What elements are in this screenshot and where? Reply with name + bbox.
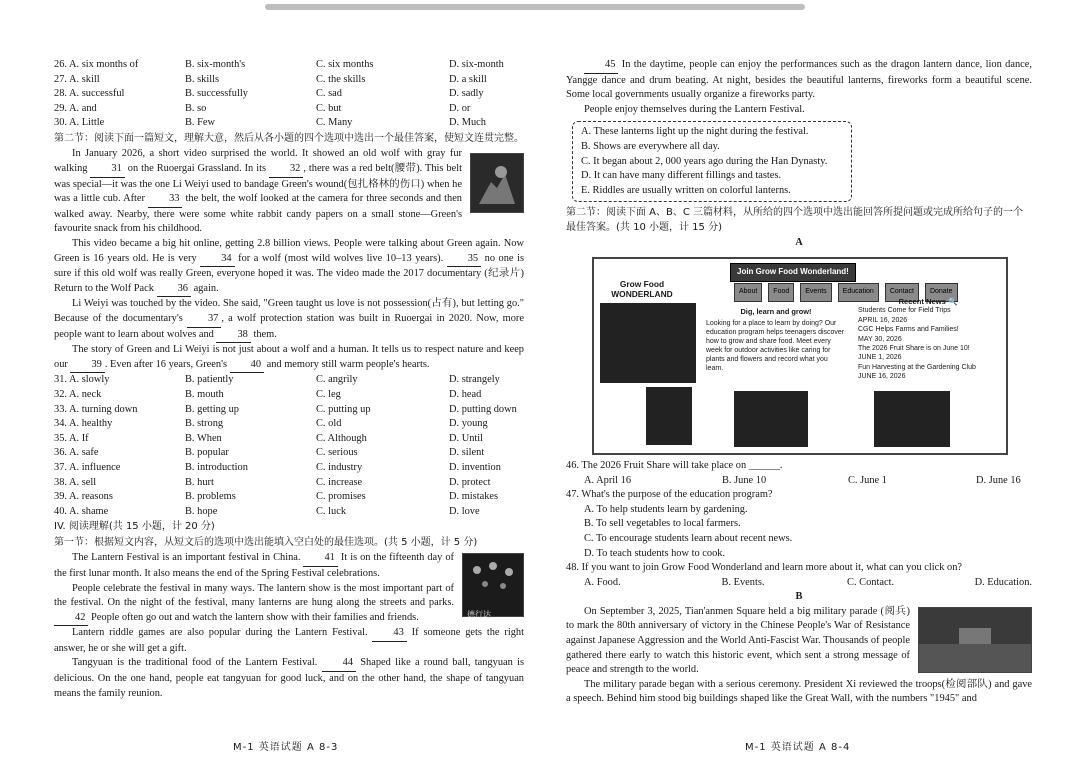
option-d: D. sadly bbox=[449, 88, 484, 100]
blank-40: 40 bbox=[230, 358, 264, 374]
option-c: C. increase bbox=[316, 476, 363, 488]
part4-heading: IV. 阅读理解(共 15 小题，计 20 分) bbox=[54, 521, 215, 533]
q47: 47. What's the purpose of the education program? bbox=[566, 489, 773, 501]
news-item[interactable]: The 2026 Fruit Share is on June 10! bbox=[858, 344, 970, 352]
option-b: B. successfully bbox=[185, 88, 248, 100]
nav-food[interactable]: Food bbox=[768, 283, 794, 302]
paragraph bbox=[54, 343, 524, 373]
option-row bbox=[54, 417, 524, 432]
option-c: C. six months bbox=[316, 59, 374, 70]
part4-section1-heading: 第一节：根据短文内容，从短文后的选项中选出能填入空白处的最佳选项。(共 5 小题，计 5 分) bbox=[54, 536, 478, 548]
blank-43: 43 bbox=[372, 626, 406, 642]
blank-39: 39 bbox=[70, 358, 104, 374]
lantern-passage bbox=[54, 551, 524, 701]
blank-42: 42 bbox=[54, 611, 88, 627]
option-row bbox=[54, 490, 524, 505]
option-c: C. sad bbox=[316, 88, 342, 100]
option-a: 34. A. healthy bbox=[54, 418, 113, 430]
lantern-passage-end bbox=[566, 58, 1032, 103]
lantern-last-line: People enjoy themselves during the Lantern Festival. bbox=[584, 103, 805, 115]
option-row bbox=[54, 116, 524, 131]
option-d: D. invention bbox=[449, 461, 501, 473]
option-c: C. angrily bbox=[316, 374, 358, 386]
option-d: D. young bbox=[449, 418, 488, 430]
option-d: D. putting down bbox=[449, 403, 517, 415]
option-b: B. hope bbox=[185, 505, 218, 517]
option-b: B. hurt bbox=[185, 476, 214, 488]
text-run: In the daytime, people can enjoy the performances such as the dragon lantern dance, lion dance, Yangge dance and drum beating. At night, besides the beautiful lanterns, fireworks form a beautiful scene. Some local governments usually organize a fireworks party. bbox=[566, 59, 1032, 101]
option-b: B. skills bbox=[185, 73, 220, 85]
news-list bbox=[858, 306, 998, 381]
blank-38: 38 bbox=[216, 328, 250, 344]
q31-40-options bbox=[54, 373, 524, 519]
option-b: B. To sell vegetables to local farmers. bbox=[584, 518, 741, 530]
nav-events[interactable]: Events bbox=[800, 283, 831, 302]
label-b: B bbox=[795, 591, 803, 603]
blank-44: 44 bbox=[322, 656, 356, 672]
news-item[interactable]: CGC Helps Farms and Families! bbox=[858, 326, 959, 334]
news-date: MAY 30, 2026 bbox=[858, 335, 902, 343]
option-a: 31. A. slowly bbox=[54, 374, 110, 386]
text-run: , a wolf protection station was built in Ruoergai in 2020. Now, more people want to learn about wolves and bbox=[54, 313, 525, 340]
left-footer: M-1 英语试题 A 8-3 bbox=[233, 742, 339, 753]
option-c: C. but bbox=[316, 102, 342, 114]
wolf-icon bbox=[471, 154, 523, 212]
option-b: B. mouth bbox=[185, 388, 224, 400]
option-d: D. a skill bbox=[449, 73, 487, 85]
option-a: 37. A. influence bbox=[54, 461, 121, 473]
text-run: People celebrate the festival in many ways. The lantern show is the most important part of the festival. On the night of the festival, many lanterns are hung along the streets and parks. bbox=[54, 582, 454, 609]
news-date: JUNE 1, 2026 bbox=[858, 354, 902, 362]
option-d: D. strangely bbox=[449, 374, 500, 386]
nav-about[interactable]: About bbox=[734, 283, 762, 302]
nav-donate[interactable]: Donate bbox=[925, 283, 958, 302]
option-row bbox=[54, 87, 524, 102]
option-row bbox=[54, 73, 524, 88]
flower-image bbox=[874, 391, 950, 447]
option-c: C. putting up bbox=[316, 403, 371, 415]
image-caption: 德行达 bbox=[467, 609, 491, 619]
wolf-image bbox=[470, 153, 524, 213]
news-section bbox=[858, 297, 998, 382]
option-row bbox=[54, 102, 524, 117]
option-d: D. It can have many different fillings and tastes. bbox=[581, 170, 782, 182]
news-item[interactable]: Fun Harvesting at the Gardening Club bbox=[858, 363, 976, 371]
blank-35: 35 bbox=[447, 252, 481, 268]
text-run: The Lantern Festival is an important festival in China. bbox=[72, 552, 304, 564]
option-c: C. Although bbox=[316, 432, 367, 444]
scrollbar[interactable] bbox=[265, 4, 805, 10]
option-e: E. Riddles are usually written on colorful lanterns. bbox=[581, 184, 791, 196]
text-run: This video became a big hit online, getting 2.8 billion views. People were talking about Green again. Now Green is 16 years old. He is very bbox=[54, 238, 524, 264]
option-d: D. To teach students how to cook. bbox=[584, 547, 726, 559]
blank-36: 36 bbox=[157, 282, 191, 298]
section2-heading-right: 第二节：阅读下面 A、B、C 三篇材料，从所给的四个选项中选出能回答所提问题或完成所给句子的一个最佳答案。(共 10 小题，计 15 分) bbox=[566, 207, 1024, 233]
q46-options bbox=[566, 474, 1032, 489]
news-title: Recent News 🔍 bbox=[898, 296, 958, 306]
option-a: 35. A. If bbox=[54, 432, 89, 444]
option-a: 36. A. safe bbox=[54, 447, 99, 459]
option-c: C. leg bbox=[316, 388, 341, 400]
option-d: D. June 16 bbox=[976, 474, 1021, 486]
option-a: A. April 16 bbox=[584, 474, 632, 486]
option-b: B. popular bbox=[185, 447, 229, 459]
nav-contact[interactable]: Contact bbox=[885, 283, 919, 302]
q47-options bbox=[566, 503, 1032, 561]
tree-image bbox=[600, 303, 696, 383]
option-d: D. head bbox=[449, 388, 482, 400]
option-b: B. Shows are everywhere all day. bbox=[581, 140, 720, 152]
paragraph bbox=[54, 297, 524, 343]
paragraph bbox=[54, 551, 524, 581]
option-row bbox=[54, 373, 524, 388]
text-run: In January 2026, a short video surprised the world. It showed an old wolf with gray fur walking bbox=[54, 148, 462, 175]
option-c: C. Contact. bbox=[847, 576, 895, 588]
left-page bbox=[54, 58, 524, 701]
option-a: A. Food. bbox=[584, 576, 621, 588]
text-run: . Even after 16 years, Green's bbox=[104, 358, 230, 370]
blank-37: 37 bbox=[187, 312, 221, 328]
option-row bbox=[54, 476, 524, 491]
option-a: 30. A. Little bbox=[54, 117, 105, 129]
option-c: C. To encourage students learn about recent news. bbox=[584, 532, 793, 544]
q46: 46. The 2026 Fruit Share will take place on ______. bbox=[566, 459, 783, 471]
option-d: D. Education. bbox=[974, 576, 1032, 588]
paragraph bbox=[54, 582, 524, 627]
text-run: on the Ruoergai Grassland. In its bbox=[124, 163, 269, 175]
option-a: 38. A. sell bbox=[54, 476, 97, 488]
text-run: Li Weiyi was touched by the video. She said, "Green taught us love is not possession(占有), but letting go." Because of the documentary's bbox=[54, 298, 524, 324]
plant-image bbox=[646, 387, 692, 445]
nav-education[interactable]: Education bbox=[838, 283, 879, 302]
option-b: B. patiently bbox=[185, 374, 234, 386]
option-a: 33. A. turning down bbox=[54, 403, 138, 415]
paragraph: On September 3, 2025, Tian'anmen Square held a big military parade (阅兵) to mark the 80th anniversary of victory in the Chinese People's War of Resistance against Japanese Aggression and the World Anti-Fascist War. Thousands of people gathered there early to watch this historic event, which sent a strong message of peace and strength to the world. bbox=[566, 605, 910, 676]
option-b: B. so bbox=[185, 102, 207, 114]
text-run: People often go out and watch the lantern show with their families and friends. bbox=[88, 611, 419, 623]
option-b: B. strong bbox=[185, 418, 224, 430]
label-a: A bbox=[795, 237, 803, 249]
paragraph bbox=[54, 656, 524, 701]
website-title[interactable]: Join Grow Food Wonderland! bbox=[730, 263, 856, 282]
option-c: C. the skills bbox=[316, 73, 366, 85]
option-b: B. Events. bbox=[721, 576, 765, 588]
option-d: D. protect bbox=[449, 476, 491, 488]
option-a: 29. A. and bbox=[54, 102, 97, 114]
option-row bbox=[54, 388, 524, 403]
text-run: Shaped like a round ball, tangyuan is delicious. On the one hand, people eat tangyuan for good luck, and on the other hand, the shape of tangyuan means the family reunion. bbox=[54, 657, 524, 699]
paragraph bbox=[54, 626, 524, 656]
option-b: B. problems bbox=[185, 491, 236, 503]
cloze-passage bbox=[54, 147, 524, 373]
text-run: Tangyuan is the traditional food of the Lantern Festival. bbox=[72, 657, 322, 669]
blank-33: 33 bbox=[148, 192, 182, 208]
news-date: JUNE 16, 2026 bbox=[858, 373, 906, 381]
option-row bbox=[54, 432, 524, 447]
option-row bbox=[54, 505, 524, 520]
option-row bbox=[54, 461, 524, 476]
dig-section bbox=[706, 307, 846, 373]
blank-41: 41 bbox=[303, 551, 337, 567]
text-run: the belt, the wolf looked at the camera for three seconds and then walked away. Nearby, there were some white rabbit candy papers on a small stone—Green's favourite snack from his childhood. bbox=[54, 193, 462, 235]
text-run: Lantern riddle games are also popular during the Lantern Festival. bbox=[72, 627, 373, 639]
paragraph: The military parade began with a serious ceremony. President Xi reviewed the troops(检阅部队) and gave a speech. Behind him stood big buildings shaped like the Great Wall, with the numbers "1945" and bbox=[566, 678, 1032, 705]
text-run: for a wolf (most wild wolves live 10–13 years). bbox=[234, 252, 447, 264]
q26-30-options bbox=[54, 58, 524, 131]
option-a: 26. A. six months of bbox=[54, 59, 139, 70]
text-run: no one is sure if this old wolf was really Green, everyone hoped it was. The video made the 2017 documentary (纪录片) Return to the Wolf Pack bbox=[54, 252, 525, 294]
blank-45: 45 bbox=[584, 58, 618, 74]
text-run: them. bbox=[250, 328, 277, 340]
options-box bbox=[572, 121, 852, 202]
option-c: C. old bbox=[316, 418, 342, 430]
option-c: C. industry bbox=[316, 461, 363, 473]
option-b: B. Few bbox=[185, 117, 216, 129]
option-a: 27. A. skill bbox=[54, 73, 100, 85]
option-d: D. mistakes bbox=[449, 491, 499, 503]
blank-34: 34 bbox=[200, 252, 234, 268]
right-footer: M-1 英语试题 A 8-4 bbox=[745, 742, 851, 753]
option-c: C. luck bbox=[316, 505, 347, 517]
news-item[interactable]: Students Come for Field Trips bbox=[858, 307, 951, 315]
option-a: 28. A. successful bbox=[54, 88, 125, 100]
option-c: C. serious bbox=[316, 447, 358, 459]
lantern-image bbox=[462, 553, 524, 617]
option-d: D. Until bbox=[449, 432, 484, 444]
option-a: A. These lanterns light up the night during the festival. bbox=[581, 126, 809, 138]
text-run: , there was a red belt(腰带). This belt was special—it was the one Li Weiyi used to bandage Green's wound(包扎格林的伤口) when he was a little cub. After bbox=[54, 163, 462, 205]
website-ad bbox=[592, 257, 1008, 455]
option-d: D. love bbox=[449, 505, 480, 517]
option-c: C. June 1 bbox=[848, 474, 887, 486]
option-d: D. silent bbox=[449, 447, 485, 459]
option-b: B. June 10 bbox=[722, 474, 767, 486]
text-run: The story of Green and Li Weiyi is not just about a wolf and a human. It tells us to respect nature and keep our bbox=[54, 344, 524, 370]
option-b: B. six-month's bbox=[185, 59, 246, 70]
vegetable-image bbox=[734, 391, 808, 447]
parade-icon bbox=[919, 608, 1031, 672]
text-run: If someone gets the right answer, he or she will get a gift. bbox=[54, 627, 524, 654]
option-a: 39. A. reasons bbox=[54, 491, 113, 503]
option-b: B. getting up bbox=[185, 403, 239, 415]
blank-31: 31 bbox=[90, 162, 124, 178]
option-a: 40. A. shame bbox=[54, 505, 109, 517]
text-run: It is on the fifteenth day of the first lunar month. It also means the end of the Spring Festival celebrations. bbox=[54, 552, 455, 579]
news-date: APRIL 16, 2026 bbox=[858, 316, 908, 324]
option-row bbox=[54, 58, 524, 73]
q48-options bbox=[566, 576, 1032, 591]
text-run: again. bbox=[190, 282, 219, 294]
paragraph bbox=[54, 147, 524, 237]
option-c: C. promises bbox=[316, 491, 366, 503]
dig-title: Dig, learn and grow! bbox=[740, 306, 812, 316]
paragraph bbox=[54, 237, 524, 297]
option-a: A. To help students learn by gardening. bbox=[584, 503, 748, 515]
option-c: C. Many bbox=[316, 117, 353, 129]
website-brand: Grow Food WONDERLAND bbox=[611, 278, 673, 299]
option-d: D. or bbox=[449, 102, 471, 114]
option-c: C. It began about 2, 000 years ago during the Han Dynasty. bbox=[581, 155, 828, 167]
option-row bbox=[54, 446, 524, 461]
option-row bbox=[54, 403, 524, 418]
option-b: B. When bbox=[185, 432, 222, 444]
parade-image bbox=[918, 607, 1032, 673]
option-d: D. Much bbox=[449, 117, 486, 129]
blank-32: 32 bbox=[269, 162, 303, 178]
search-icon[interactable]: 🔍 bbox=[947, 296, 958, 306]
right-page bbox=[566, 58, 1032, 707]
section2-heading: 第二节：阅读下面一篇短文，理解大意，然后从各小题的四个选项中选出一个最佳答案，使短文连贯完整。 bbox=[54, 132, 524, 144]
q48: 48. If you want to join Grow Food Wonderland and learn more about it, what can you click on? bbox=[566, 562, 963, 574]
text-run: and memory still warm people's hearts. bbox=[264, 358, 430, 370]
option-d: D. six-month bbox=[449, 59, 504, 70]
option-b: B. introduction bbox=[185, 461, 248, 473]
dig-text: Looking for a place to learn by doing? Our education program helps teenagers discover how to grow and share food. Meet every week for outdoor activities like caring for plants and flowers and record what you learn. bbox=[706, 319, 845, 372]
option-a: 32. A. neck bbox=[54, 388, 102, 400]
